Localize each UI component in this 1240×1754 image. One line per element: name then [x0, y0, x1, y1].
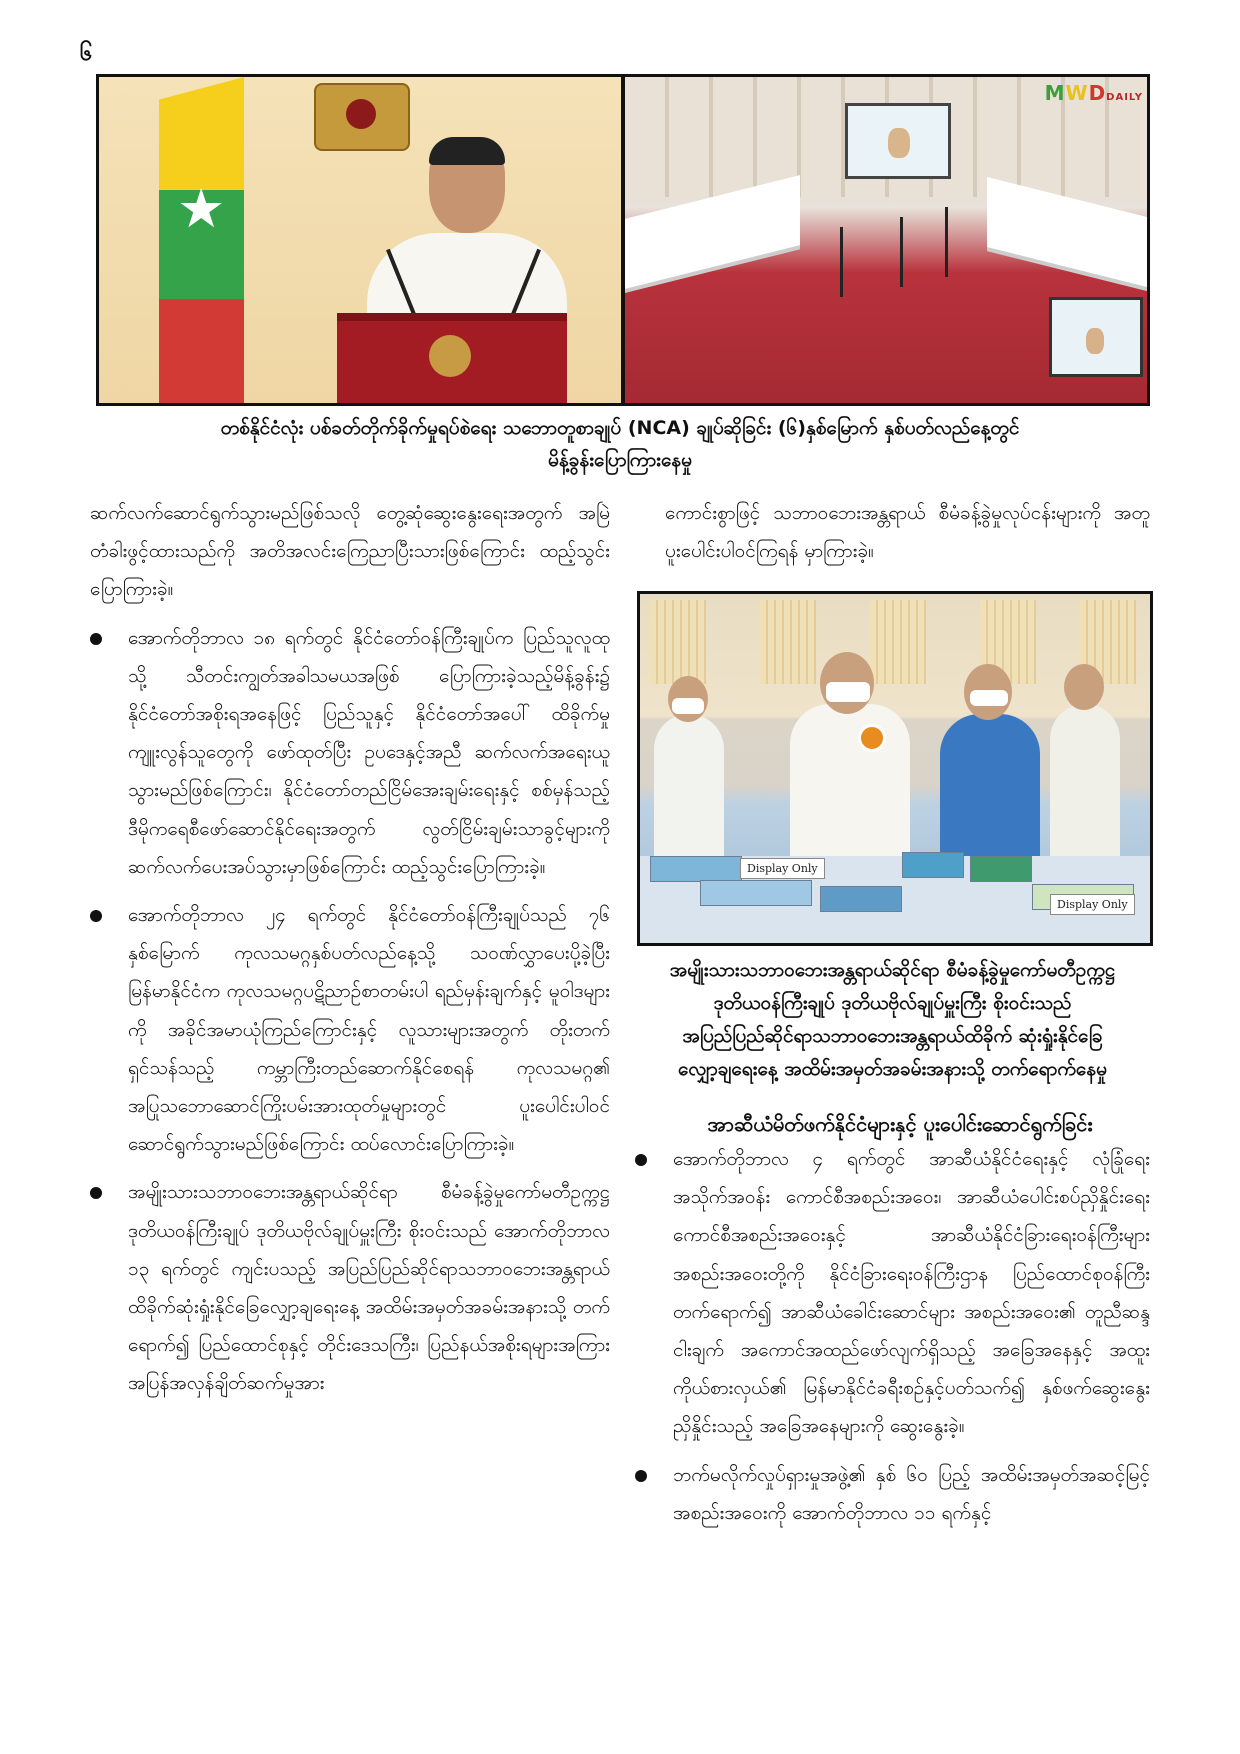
exhibition-photo-caption — [620, 954, 1165, 1086]
podium — [337, 313, 567, 403]
display-only-card: Display Only — [740, 858, 825, 879]
list-item — [90, 619, 610, 886]
curtain — [870, 600, 926, 684]
right-column-top — [665, 494, 1150, 570]
caption-line: မိန့်ခွန်းပြောကြားနေမှု — [548, 449, 692, 471]
minister — [790, 704, 910, 874]
book — [700, 880, 812, 906]
face-mask — [826, 682, 870, 702]
attendee — [654, 714, 724, 864]
rosette-badge — [858, 724, 886, 752]
list-item-text: အောက်တိုဘာလ ၂၄ ရက်တွင် နိုင်ငံတော်ဝန်ကြီးချုပ်သည် ၇၆ နှစ်မြောက် ကုလသမဂ္ဂနှစ်ပတ်လည်နေ့သို့ သဝဏ်လွှာပေးပို့ခဲ့ပြီး မြန်မာနိုင်ငံက ကုလသမဂ္ဂပဋိညာဉ်စာတမ်းပါ ရည်မှန်းချက်နှင့် မူဝါဒများကို အခိုင်အမာယုံကြည်ကြောင်းနှင့် လူသားများအတွက် တိုးတက်ရှင်သန်သည့် ကမ္ဘာကြီးတည်ဆောက်နိုင်စေရန် ကုလသမဂ္ဂ၏ အပြုသဘောဆောင်ကြိုးပမ်းအားထုတ်မှုများတွင် ပူးပေါင်းပါဝင်ဆောင်ရွက်သွားမည်ဖြစ်ကြောင်း ထပ်လောင်းပြောကြားခဲ့။ — [128, 904, 610, 1156]
caption-line: တစ်နိုင်ငံလုံး ပစ်ခတ်တိုက်ခိုက်မှုရပ်စဲရေး သဘောတူစာချုပ် (NCA) ချုပ်ဆိုခြင်း (၆)နှစ်မြောက် နှစ်ပတ်လည်နေ့တွင် — [220, 417, 1020, 439]
face-mask — [672, 698, 704, 714]
photo-conference-hall — [625, 77, 1147, 403]
attendee-head — [1064, 664, 1104, 710]
podium-seal — [429, 335, 471, 377]
book — [820, 886, 902, 912]
book — [902, 852, 964, 878]
display-only-card: Display Only — [1050, 894, 1135, 915]
photo-speech — [99, 77, 621, 403]
bullet-icon — [90, 633, 102, 645]
list-item-text: အမျိုးသားသဘာဝဘေးအန္တရာယ်ဆိုင်ရာ စီမံခန့်ခွဲမှုကော်မတီဥက္ကဋ္ဌ ဒုတိယဝန်ကြီးချုပ် ဒုတိယဗိုလ်ချုပ်မှူးကြီး စိုးဝင်းသည် အောက်တိုဘာလ ၁၃ ရက်တွင် ကျင်းပသည့် အပြည်ပြည်ဆိုင်ရာသဘာဝဘေးအန္တရာယ် ထိခိုက်ဆုံးရှုံးနိုင်ခြေလျှော့ချရေးနေ့ အထိမ်းအမှတ်အခမ်းအနားသို့ တက်ရောက်၍ ပြည်ထောင်စုနှင့် တိုင်းဒေသကြီး၊ ပြည်နယ်အစိုးရများအကြား အပြန်အလှန်ချိတ်ဆက်မှုအား — [128, 1181, 610, 1395]
right-column-bottom — [635, 1140, 1150, 1532]
main-screen — [845, 103, 951, 179]
section-heading: အာဆီယံမိတ်ဖက်နိုင်ငံများနှင့် ပူးပေါင်းဆောင်ရွက်ခြင်း — [707, 1112, 1093, 1136]
caption-line: လျှော့ချရေးနေ့ အထိမ်းအမှတ်အခမ်းအနားသို့ တက်ရောက်နေမှု — [678, 1058, 1107, 1080]
bullet-icon — [90, 910, 102, 922]
list-item — [635, 1140, 1150, 1446]
speaker-hair — [429, 137, 505, 165]
face-mask — [970, 690, 1008, 706]
myanmar-flag — [159, 77, 244, 403]
continued-paragraph: ကောင်းစွာဖြင့် သဘာဝဘေးအန္တရာယ် စီမံခန့်ခွဲမှုလုပ်ငန်းများကို အတူပူးပေါင်းပါဝင်ကြရန် မှာကြားခဲ့။ — [665, 502, 1150, 563]
photo-exhibition — [637, 591, 1153, 946]
list-item-text: အောက်တိုဘာလ ၁၈ ရက်တွင် နိုင်ငံတော်ဝန်ကြီးချုပ်က ပြည်သူလူထုသို့ သီတင်းကျွတ်အခါသမယအဖြစ် ပြောကြားခဲ့သည့်မိန့်ခွန်း၌ နိုင်ငံတော်အစိုးရအနေဖြင့် ပြည်သူနှင့် နိုင်ငံတော်အပေါ် ထိခိုက်မှုကျူးလွန်သူတွေကို ဖော်ထုတ်ပြီး ဥပဒေနှင့်အညီ ဆက်လက်အရေးယူသွားမည်ဖြစ်ကြောင်း၊ နိုင်ငံတော်တည်ငြိမ်အေးချမ်းရေးနှင့် စစ်မှန်သည့် ဒီမိုကရေစီဖော်ဆောင်နိုင်ရေးအတွက် လွတ်ငြိမ်းချမ်းသာခွင့်များကို ဆက်လက်ပေးအပ်သွားမှာဖြစ်ကြောင်း ထည့်သွင်းပြောကြားခဲ့။ — [128, 626, 610, 878]
caption-line: အပြည်ပြည်ဆိုင်ရာသဘာဝဘေးအန္တရာယ်ထိခိုက် ဆုံးရှုံးနိုင်ခြေ — [682, 1025, 1103, 1047]
page-number: ၆ — [80, 41, 93, 66]
intro-paragraph: ဆက်လက်ဆောင်ရွက်သွားမည်ဖြစ်သလို တွေ့ဆုံဆွေးနွေးရေးအတွက် အမြဲတံခါးဖွင့်ထားသည်ကို အတိအလင်းကြေညာပြီးသားဖြစ်ကြောင်း ထည့်သွင်းပြောကြားခဲ့။ — [90, 502, 610, 601]
top-photo-caption — [120, 412, 1120, 476]
list-item-text: အောက်တိုဘာလ ၄ ရက်တွင် အာဆီယံနိုင်ငံရေးနှင့် လုံခြုံရေးအသိုက်အဝန်း ကောင်စီအစည်းအဝေး၊ အာဆီယံပေါင်းစပ်ညှိနှိုင်းရေးကောင်စီအစည်းအဝေးနှင့် အာဆီယံနိုင်ငံခြားရေးဝန်ကြီးများ အစည်းအဝေးတို့ကို နိုင်ငံခြားရေးဝန်ကြီးဌာန ပြည်ထောင်စုဝန်ကြီး တက်ရောက်၍ အာဆီယံခေါင်းဆောင်များ အစည်းအဝေး၏ တူညီဆန္ဒငါးချက် အကောင်အထည်ဖော်လျက်ရှိသည့် အခြေအနေနှင့် အထူးကိုယ်စားလှယ်၏ မြန်မာနိုင်ငံခရီးစဉ်နှင့်ပတ်သက်၍ နှစ်ဖက်ဆွေးနွေးညှိနှိုင်းသည့် အခြေအနေများကို ဆွေးနွေးခဲ့။ — [673, 1148, 1150, 1438]
bullet-icon — [90, 1187, 102, 1199]
book — [650, 856, 742, 882]
camera-stand — [945, 207, 948, 277]
mwd-logo: MWDDAILY — [1044, 81, 1143, 105]
camera-stand — [840, 227, 843, 297]
list-item — [635, 1456, 1150, 1532]
attendee-blue — [940, 714, 1040, 874]
camera-stand — [900, 217, 903, 287]
bullet-icon — [635, 1470, 647, 1482]
curtain — [760, 600, 816, 684]
bullet-icon — [635, 1154, 647, 1166]
caption-line: ဒုတိယဝန်ကြီးချုပ် ဒုတိယဗိုလ်ချုပ်မှူးကြီး စိုးဝင်းသည် — [713, 992, 1072, 1014]
corner-screen — [1049, 297, 1143, 377]
book — [970, 856, 1032, 882]
attendee — [1050, 704, 1120, 864]
list-item — [90, 896, 610, 1163]
caption-line: အမျိုးသားသဘာဝဘေးအန္တရာယ်ဆိုင်ရာ စီမံခန့်ခွဲမှုကော်မတီဥက္ကဋ္ဌ — [669, 959, 1116, 981]
curtain — [650, 600, 706, 684]
state-emblem — [314, 83, 410, 151]
left-column — [90, 494, 610, 1403]
list-item-text: ဘက်မလိုက်လှုပ်ရှားမှုအဖွဲ့၏ နှစ် ၆၀ ပြည့် အထိမ်းအမှတ်အဆင့်မြင့်အစည်းအဝေးကို အောက်တိုဘာလ ၁၁ ရက်နှင့် — [673, 1463, 1150, 1524]
flag-star-icon: ★ — [177, 177, 226, 240]
top-photo-strip — [96, 74, 1150, 406]
list-item — [90, 1173, 610, 1402]
